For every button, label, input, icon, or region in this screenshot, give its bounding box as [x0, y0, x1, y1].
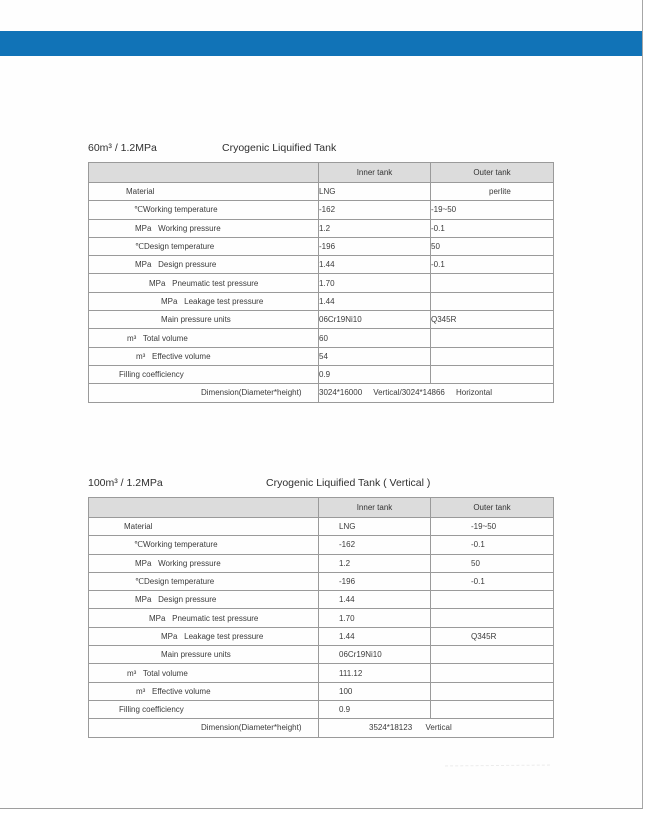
spec-section-60m3	[88, 140, 554, 403]
inner-tank-value: 100	[319, 682, 431, 700]
row-label: MPa Leakage test pressure	[89, 627, 319, 645]
table-row	[89, 237, 554, 255]
dimension-value: 3024*16000 Vertical/3024*14866 Horizontal	[319, 384, 554, 402]
outer-tank-value	[431, 365, 554, 383]
table-title-row	[88, 475, 554, 497]
table-row	[89, 627, 554, 645]
row-label: ℃Design temperature	[89, 572, 319, 590]
table-row	[89, 256, 554, 274]
table-row	[89, 719, 554, 737]
outer-tank-value: 50	[431, 237, 554, 255]
outer-tank-value: -0.1	[431, 572, 554, 590]
outer-tank-value	[431, 591, 554, 609]
row-label: Filling coefficiency	[89, 700, 319, 718]
capacity-label: 60m³ / 1.2MPa	[88, 142, 157, 154]
table-title-row	[88, 140, 554, 162]
row-label: ℃Design temperature	[89, 237, 319, 255]
table-row	[89, 518, 554, 536]
table-row	[89, 591, 554, 609]
outer-tank-value: 50	[431, 554, 554, 572]
row-label: MPa Working pressure	[89, 219, 319, 237]
table-row	[89, 536, 554, 554]
inner-tank-value: 111.12	[319, 664, 431, 682]
inner-tank-value: 1.70	[319, 609, 431, 627]
outer-tank-value	[431, 609, 554, 627]
outer-tank-value	[431, 329, 554, 347]
outer-tank-value	[431, 646, 554, 664]
table-row	[89, 572, 554, 590]
row-label: ℃Working temperature	[89, 201, 319, 219]
outer-tank-value	[431, 292, 554, 310]
outer-tank-value: perlite	[431, 183, 554, 201]
row-label: Dimension(Diameter*height)	[89, 384, 319, 402]
inner-tank-value: LNG	[319, 183, 431, 201]
table-row	[89, 201, 554, 219]
table-row	[89, 219, 554, 237]
table-row	[89, 311, 554, 329]
row-label: MPa Leakage test pressure	[89, 292, 319, 310]
inner-tank-value: 06Cr19Ni10	[319, 646, 431, 664]
table-row	[89, 664, 554, 682]
header-outer-tank: Outer tank	[431, 498, 554, 518]
row-label: Dimension(Diameter*height)	[89, 719, 319, 737]
inner-tank-value: -162	[319, 201, 431, 219]
inner-tank-value: LNG	[319, 518, 431, 536]
inner-tank-value: 1.2	[319, 554, 431, 572]
table-row	[89, 329, 554, 347]
outer-tank-value: -0.1	[431, 219, 554, 237]
table-title: Cryogenic Liquified Tank	[222, 142, 337, 154]
inner-tank-value: 0.9	[319, 365, 431, 383]
header-row	[89, 498, 554, 518]
inner-tank-value: 1.2	[319, 219, 431, 237]
row-label: Filling coefficiency	[89, 365, 319, 383]
inner-tank-value: -162	[319, 536, 431, 554]
outer-tank-value	[431, 274, 554, 292]
outer-tank-value: -19~50	[431, 518, 554, 536]
row-label: m³ Effective volume	[89, 347, 319, 365]
outer-tank-value	[431, 682, 554, 700]
table-row	[89, 609, 554, 627]
table-row	[89, 292, 554, 310]
table-row	[89, 274, 554, 292]
faint-watermark	[445, 765, 550, 773]
table-row	[89, 347, 554, 365]
header-inner-tank: Inner tank	[319, 163, 431, 183]
header-inner-tank: Inner tank	[319, 498, 431, 518]
outer-tank-value: Q345R	[431, 311, 554, 329]
row-label: Main pressure units	[89, 646, 319, 664]
header-outer-tank: Outer tank	[431, 163, 554, 183]
header-blank	[89, 498, 319, 518]
row-label: Material	[89, 183, 319, 201]
inner-tank-value: 1.44	[319, 627, 431, 645]
row-label: MPa Design pressure	[89, 256, 319, 274]
inner-tank-value: 1.44	[319, 591, 431, 609]
row-label: Material	[89, 518, 319, 536]
row-label: MPa Pneumatic test pressure	[89, 274, 319, 292]
table-row	[89, 384, 554, 402]
row-label: ℃Working temperature	[89, 536, 319, 554]
outer-tank-value: -0.1	[431, 256, 554, 274]
inner-tank-value: 1.44	[319, 256, 431, 274]
outer-tank-value: -19~50	[431, 201, 554, 219]
top-blue-bar	[0, 31, 642, 56]
row-label: m³ Total volume	[89, 664, 319, 682]
row-label: Main pressure units	[89, 311, 319, 329]
row-label: MPa Working pressure	[89, 554, 319, 572]
table-row	[89, 554, 554, 572]
outer-tank-value	[431, 700, 554, 718]
spec-table-100m3	[88, 497, 554, 738]
inner-tank-value: 06Cr19Ni10	[319, 311, 431, 329]
row-label: MPa Design pressure	[89, 591, 319, 609]
inner-tank-value: 1.70	[319, 274, 431, 292]
table-row	[89, 646, 554, 664]
dimension-value: 3524*18123 Vertical	[319, 719, 554, 737]
spec-section-100m3	[88, 475, 554, 738]
outer-tank-value	[431, 664, 554, 682]
inner-tank-value: 54	[319, 347, 431, 365]
inner-tank-value: -196	[319, 572, 431, 590]
inner-tank-value: 0.9	[319, 700, 431, 718]
row-label: MPa Pneumatic test pressure	[89, 609, 319, 627]
header-row	[89, 163, 554, 183]
outer-tank-value: -0.1	[431, 536, 554, 554]
table-row	[89, 700, 554, 718]
outer-tank-value: Q345R	[431, 627, 554, 645]
row-label: m³ Effective volume	[89, 682, 319, 700]
table-row	[89, 183, 554, 201]
outer-tank-value	[431, 347, 554, 365]
table-row	[89, 365, 554, 383]
table-row	[89, 682, 554, 700]
spec-table-60m3	[88, 162, 554, 403]
header-blank	[89, 163, 319, 183]
inner-tank-value: -196	[319, 237, 431, 255]
table-title: Cryogenic Liquified Tank ( Vertical )	[266, 477, 431, 489]
inner-tank-value: 60	[319, 329, 431, 347]
inner-tank-value: 1.44	[319, 292, 431, 310]
row-label: m³ Total volume	[89, 329, 319, 347]
capacity-label: 100m³ / 1.2MPa	[88, 477, 163, 489]
